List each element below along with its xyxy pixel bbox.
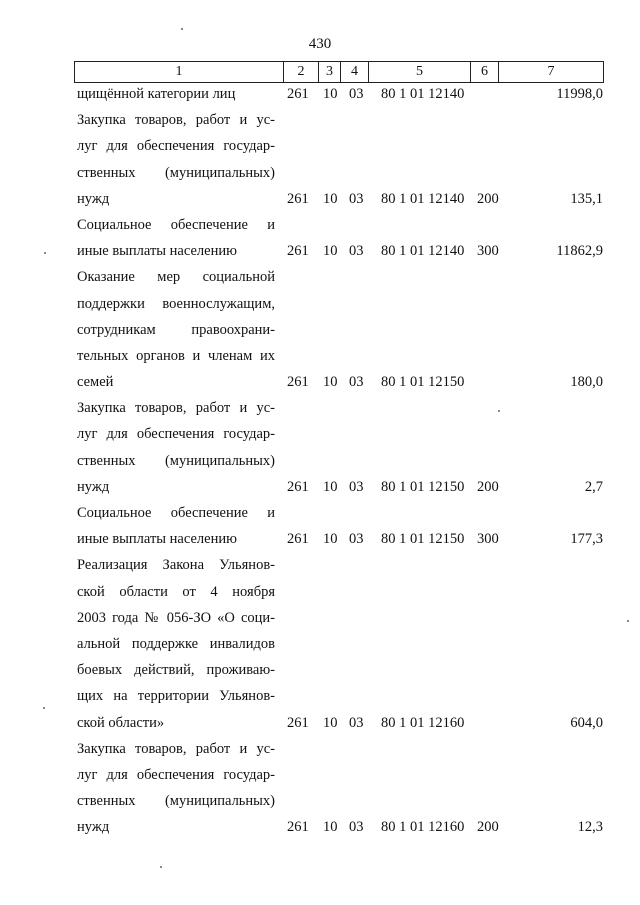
table-row xyxy=(0,657,640,683)
row-description: Социальное обеспечение и xyxy=(77,216,275,233)
row-description: щищённой категории лиц xyxy=(77,86,236,102)
budget-table-body xyxy=(0,81,640,840)
table-row xyxy=(0,579,640,605)
row-description: Реализация Закона Ульянов- xyxy=(77,557,275,574)
code-column-2: 261 xyxy=(287,86,309,102)
code-column-5: 80 1 01 12160 xyxy=(381,714,465,731)
column-header-5: 5 xyxy=(369,62,471,83)
table-row xyxy=(0,762,640,788)
amount-column-7: 2,7 xyxy=(584,478,603,495)
table-row xyxy=(0,81,640,107)
column-header-row xyxy=(75,62,604,83)
table-row xyxy=(0,133,640,159)
row-description: ской области от 4 ноября xyxy=(77,583,275,600)
code-column-3: 10 xyxy=(323,478,338,495)
table-row xyxy=(0,343,640,369)
table-row xyxy=(0,291,640,317)
table-row xyxy=(0,474,640,500)
column-header-6: 6 xyxy=(471,62,499,83)
column-header-4: 4 xyxy=(341,62,369,83)
table-row xyxy=(0,605,640,631)
row-description: ственных (муниципальных) xyxy=(77,164,275,181)
code-column-5: 80 1 01 12150 xyxy=(381,531,465,548)
table-row xyxy=(0,212,640,238)
table-row xyxy=(0,552,640,578)
table-row xyxy=(0,160,640,186)
code-column-2: 261 xyxy=(287,190,309,207)
code-column-5: 80 1 01 12140 xyxy=(381,86,465,102)
table-row xyxy=(0,369,640,395)
row-description: Социальное обеспечение и xyxy=(77,505,275,521)
code-column-4: 03 xyxy=(349,374,364,391)
table-row xyxy=(0,238,640,264)
row-description: Закупка товаров, работ и ус- xyxy=(77,112,275,129)
scan-speck xyxy=(43,707,45,709)
row-description: Оказание мер социальной xyxy=(77,269,275,286)
column-header-3: 3 xyxy=(319,62,341,83)
table-row xyxy=(0,107,640,133)
table-row xyxy=(0,526,640,552)
column-header-7: 7 xyxy=(499,62,604,83)
row-description: Закупка товаров, работ и ус- xyxy=(77,740,275,757)
row-description: семей xyxy=(77,374,114,391)
scan-speck xyxy=(160,866,162,868)
amount-column-7: 11862,9 xyxy=(556,243,603,260)
code-column-2: 261 xyxy=(287,531,309,548)
code-column-6: 300 xyxy=(477,243,499,260)
amount-column-7: 177,3 xyxy=(570,531,603,548)
page-number: 430 xyxy=(308,36,332,52)
code-column-3: 10 xyxy=(323,531,338,548)
code-column-4: 03 xyxy=(349,190,364,207)
code-column-4: 03 xyxy=(349,86,364,102)
table-row xyxy=(0,317,640,343)
row-description: нужд xyxy=(77,190,110,207)
column-header-2: 2 xyxy=(284,62,319,83)
code-column-5: 80 1 01 12140 xyxy=(381,190,465,207)
table-row xyxy=(0,788,640,814)
code-column-2: 261 xyxy=(287,714,309,731)
amount-column-7: 180,0 xyxy=(570,374,603,391)
table-row xyxy=(0,448,640,474)
code-column-5: 80 1 01 12150 xyxy=(381,478,465,495)
code-column-4: 03 xyxy=(349,243,364,260)
row-description: альной поддержке инвалидов xyxy=(77,635,275,652)
row-description: Закупка товаров, работ и ус- xyxy=(77,400,275,417)
row-description: щих на территории Ульянов- xyxy=(77,688,275,705)
row-description: боевых действий, проживаю- xyxy=(77,662,275,679)
column-header-table xyxy=(74,61,604,83)
row-description: иные выплаты населению xyxy=(77,243,237,260)
code-column-2: 261 xyxy=(287,374,309,391)
scan-speck xyxy=(498,410,500,412)
table-row xyxy=(0,683,640,709)
code-column-3: 10 xyxy=(323,374,338,391)
table-row xyxy=(0,710,640,736)
code-column-4: 03 xyxy=(349,819,364,836)
code-column-3: 10 xyxy=(323,86,338,102)
scan-speck xyxy=(627,620,629,622)
table-row xyxy=(0,264,640,290)
table-row xyxy=(0,421,640,447)
row-description: 2003 года № 056-ЗО «О соци- xyxy=(77,609,275,626)
code-column-5: 80 1 01 12150 xyxy=(381,374,465,391)
code-column-3: 10 xyxy=(323,819,338,836)
row-description: луг для обеспечения государ- xyxy=(77,138,275,155)
row-description: луг для обеспечения государ- xyxy=(77,426,275,443)
code-column-6: 300 xyxy=(477,531,499,548)
row-description: поддержки военнослужащим, xyxy=(77,295,275,312)
amount-column-7: 11998,0 xyxy=(556,86,603,102)
amount-column-7: 135,1 xyxy=(570,190,603,207)
code-column-2: 261 xyxy=(287,243,309,260)
scan-speck xyxy=(181,28,183,30)
code-column-4: 03 xyxy=(349,714,364,731)
table-row xyxy=(0,500,640,526)
code-column-2: 261 xyxy=(287,478,309,495)
table-row xyxy=(0,814,640,840)
code-column-6: 200 xyxy=(477,478,499,495)
amount-column-7: 12,3 xyxy=(577,819,603,836)
row-description: ственных (муниципальных) xyxy=(77,793,275,810)
code-column-2: 261 xyxy=(287,819,309,836)
code-column-4: 03 xyxy=(349,478,364,495)
code-column-3: 10 xyxy=(323,243,338,260)
scan-speck xyxy=(44,252,46,254)
row-description: нужд xyxy=(77,478,110,495)
row-description: ственных (муниципальных) xyxy=(77,452,275,469)
code-column-3: 10 xyxy=(323,190,338,207)
code-column-5: 80 1 01 12140 xyxy=(381,243,465,260)
code-column-6: 200 xyxy=(477,819,499,836)
amount-column-7: 604,0 xyxy=(570,714,603,731)
table-row xyxy=(0,736,640,762)
table-row xyxy=(0,186,640,212)
code-column-6: 200 xyxy=(477,190,499,207)
column-header-1: 1 xyxy=(75,62,284,83)
row-description: луг для обеспечения государ- xyxy=(77,766,275,783)
row-description: нужд xyxy=(77,819,110,836)
row-description: ской области» xyxy=(77,714,165,731)
row-description: иные выплаты населению xyxy=(77,531,237,548)
table-row xyxy=(0,395,640,421)
row-description: тельных органов и членам их xyxy=(77,347,275,364)
table-row xyxy=(0,631,640,657)
code-column-3: 10 xyxy=(323,714,338,731)
code-column-4: 03 xyxy=(349,531,364,548)
row-description: сотрудникам правоохрани- xyxy=(77,321,275,338)
code-column-5: 80 1 01 12160 xyxy=(381,819,465,836)
